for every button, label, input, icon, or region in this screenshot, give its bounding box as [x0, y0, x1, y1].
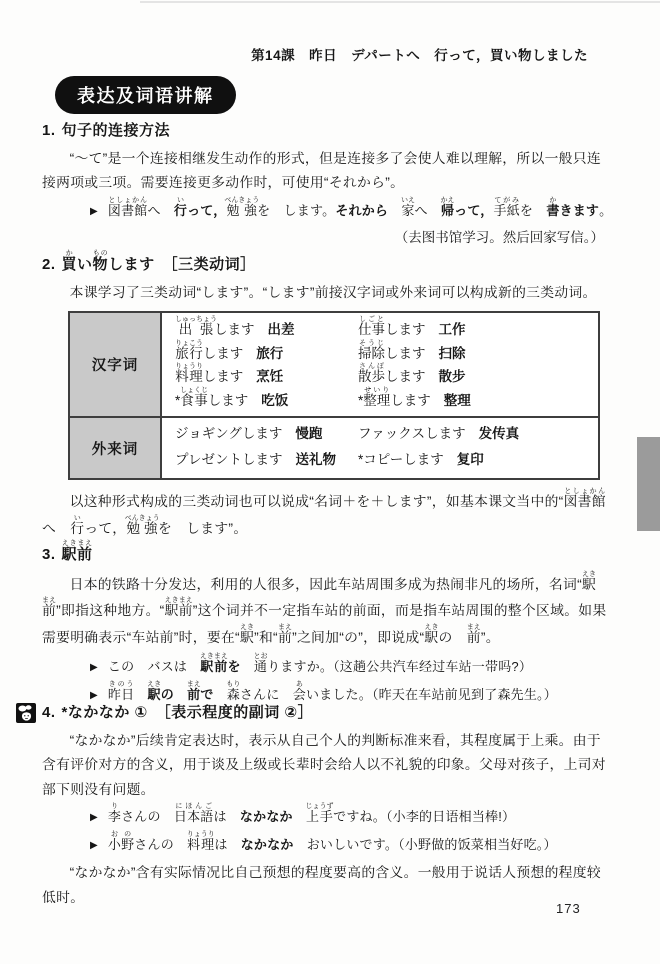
example-sentence: [42, 197, 614, 224]
verb-table: [68, 311, 600, 480]
verb-jp: *食事しょくじします: [175, 386, 249, 408]
section-2: [42, 250, 614, 543]
section-4-heading: [42, 702, 614, 725]
verb-entry: [358, 447, 598, 473]
verb-cn: 散步: [438, 369, 466, 385]
verb-cn: 复印: [456, 451, 484, 467]
example-text: 昨日きのう 駅えきの 前まえで 森もりさんに 会あいました。（昨天在车站前见到了森先生。）: [107, 681, 557, 703]
verb-jp: 掃除そうじします: [358, 339, 426, 361]
verb-cn: 烹饪: [256, 369, 284, 385]
verb-cn: 整理: [443, 392, 471, 408]
section-1-heading: [42, 120, 614, 143]
verb-entry: [358, 387, 598, 411]
example-translation: （去图书馆学习。然后回家写信。）: [394, 229, 604, 245]
page-number: 173: [556, 901, 581, 916]
verb-jp: *コピーします: [358, 451, 444, 467]
section-number: 2.: [42, 256, 56, 273]
section-4-paragraph-2: “なかなか”含有实际情况比自己预想的程度要高的含义。一般用于说话人预想的程度较低时。: [42, 865, 601, 905]
table-row-label-gairai: 外来词: [70, 416, 162, 478]
section-1: [42, 120, 614, 246]
verb-entry: [175, 387, 358, 411]
triangle-bullet-icon: ▶: [90, 690, 98, 702]
section-2-after-paragraph: 以这种形式构成的三类动词也可以说成“名词＋を＋します”，如基本课文当中的“図書館としょかんへ 行いって，勉強べんきょうを します”。: [42, 488, 606, 537]
section-badge: 表达及词语讲解: [55, 76, 236, 114]
verb-jp: *整理せいりします: [358, 386, 431, 408]
triangle-bullet-icon: ▶: [90, 812, 98, 824]
example-sentence: [42, 831, 614, 858]
triangle-bullet-icon: ▶: [90, 662, 98, 674]
verb-entry: [175, 340, 358, 364]
example-text: この バスは 駅前えきまえを 通とおりますか。（这趟公共汽车经过车站一带吗?）: [107, 653, 533, 675]
section-title: 買かい物ものします ［三类动词］: [61, 250, 256, 273]
verb-jp: 仕事しごとします: [358, 316, 426, 338]
section-3-paragraph: 日本的铁路十分发达，利用的人很多，因此车站周围多成为热闹非凡的场所，名词“駅えき前まえ”即指这种地方。“駅前えきまえ”这个词并不一定指车站的前面，而是指车站周围的整个区域。如果需要明确表示“车站前”时，要在“駅えき”和“前まえ”之间加“の”，即说成“駅えきの 前まえ”。: [42, 570, 607, 646]
verb-cn: 工作: [438, 322, 466, 338]
triangle-bullet-icon: ▶: [90, 840, 98, 852]
kanji-verb-cell: [162, 313, 598, 416]
example-sentence: [42, 653, 614, 680]
verb-cn: 发传真: [478, 426, 520, 442]
verb-jp: 料理りょうりします: [175, 363, 244, 385]
verb-cn: 慢跑: [295, 426, 323, 442]
verb-cn: 吃饭: [261, 392, 289, 408]
triangle-bullet-icon: ▶: [90, 205, 98, 217]
gairai-verb-cell: [162, 416, 598, 478]
verb-jp: ジョギングします: [175, 426, 283, 442]
chapter-edge-tab: [637, 437, 660, 531]
verb-entry: [175, 447, 358, 473]
verb-jp: 出張しゅっちょうします: [175, 316, 255, 338]
verb-cn: 出差: [267, 322, 295, 338]
verb-entry: [175, 421, 358, 447]
section-title: 句子的连接方法: [61, 122, 171, 139]
section-number: 4.: [42, 704, 56, 721]
verb-entry: [358, 316, 598, 340]
verb-entry: [175, 363, 358, 387]
section-title: *なかなか ① ［表示程度的副词 ②］: [61, 704, 314, 721]
section-number: 3.: [42, 546, 56, 563]
verb-entry: [358, 340, 598, 364]
section-2-paragraph: 本课学习了三类动词“します”。“します”前接汉字词或外来词可以构成新的三类动词。: [69, 284, 597, 300]
page-header-lesson-title: 第14課 昨日 デパートへ 行って，買い物しました: [251, 48, 588, 63]
section-number: 1.: [42, 122, 56, 139]
verb-entry: [358, 363, 598, 387]
example-text: 図書館としょかんへ 行いって，勉強べんきょうを します。それから 家いえへ 帰かえって，手紙てがみを 書かきます。: [107, 196, 613, 218]
table-row-label-kanji: 汉字词: [70, 313, 162, 416]
example-sentence: [42, 803, 614, 830]
verb-jp: プレゼントします: [175, 451, 283, 467]
verb-entry: [358, 421, 598, 447]
section-4: [42, 702, 614, 910]
verb-jp: ファックスします: [358, 426, 466, 442]
verb-cn: 扫除: [438, 345, 466, 361]
example-text: 李りさんの 日本語にほんごは なかなか 上手じょうずですね。（小李的日语相当棒!）: [107, 803, 516, 825]
section-3: [42, 540, 614, 709]
verb-cn: 送礼物: [295, 451, 336, 467]
verb-jp: 散歩さんぽします: [358, 363, 426, 385]
section-4-paragraph: “なかなか”后续肯定表达时，表示从自己个人的判断标准来看，其程度属于上乘。由于含有评价对方的含义，用于谈及上级或长辈时会给人以不礼貌的印象。父母对孩子，上司对部下则没有问题。: [42, 732, 606, 797]
verb-cn: 旅行: [256, 345, 284, 361]
verb-jp: 旅行りょこうします: [175, 339, 244, 361]
section-title: 駅前えきまえ: [61, 540, 93, 563]
section-2-heading: [42, 250, 614, 277]
speaking-person-icon: [16, 703, 36, 723]
verb-entry: [175, 316, 358, 340]
section-3-heading: [42, 540, 614, 567]
section-1-paragraph: “～て”是一个连接相继发生动作的形式，但是连接多了会使人难以理解，所以一般只连接两项或三项。需要连接更多动作时，可使用“それから”。: [42, 150, 601, 191]
scan-edge-line: [140, 1, 660, 3]
example-text: 小野おのさんの 料理りょうりは なかなか おいしいです。（小野做的饭菜相当好吃。）: [107, 831, 557, 853]
